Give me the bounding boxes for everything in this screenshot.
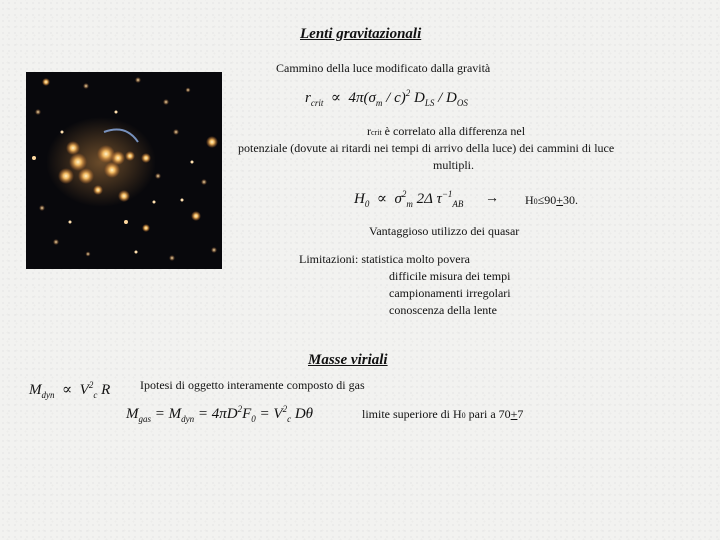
rcrit-description-line2: potenziale (dovute ai ritardi nei tempi di arrivo della luce) dei cammini di luce: [238, 141, 615, 155]
mgas-formula: $M_{gas} = M_{dyn} = 4\pi D^2F_0 = V^2_c$ Dθ: [126, 404, 314, 424]
h0-lens-estimate: H0≤90+30.: [525, 193, 579, 207]
virial-mass-title: Masse viriali: [308, 352, 388, 368]
arrow-icon: →: [485, 191, 499, 206]
advantage-text: Vantaggioso utilizzo dei quasar: [369, 224, 520, 238]
lenses-title: Lenti gravitazionali: [300, 26, 422, 42]
lenses-subtitle: Cammino della luce modificato dalla gravità: [276, 61, 491, 75]
h0-formula: $H_0 \propto \sigma^2_m$ 2Δ $\tau^{-1}_{AB}$: [354, 189, 464, 209]
rcrit-description-line1: rcrit è correlato alla differenza nel: [367, 124, 526, 138]
rcrit-description-line3: multipli.: [433, 158, 475, 172]
limit-item: conoscenza della lente: [389, 303, 497, 317]
mdyn-formula: $M_{dyn} \propto V^2_c$ R: [29, 380, 111, 400]
limits-label: Limitazioni: statistica molto povera: [299, 252, 470, 266]
rcrit-formula: $r_{crit} \propto 4\pi(\sigma_m / c)^2$ $D_{LS} / D_{OS}$: [305, 88, 468, 108]
hypothesis-text: Ipotesi di oggetto interamente composto di gas: [140, 378, 365, 392]
lensing-cluster-photo: [26, 72, 222, 269]
limit-item: campionamenti irregolari: [389, 286, 511, 300]
limit-item: difficile misura dei tempi: [389, 269, 511, 283]
h0-upper-limit: limite superiore di H0 pari a 70+7: [362, 407, 524, 421]
cluster-image: [26, 72, 222, 269]
